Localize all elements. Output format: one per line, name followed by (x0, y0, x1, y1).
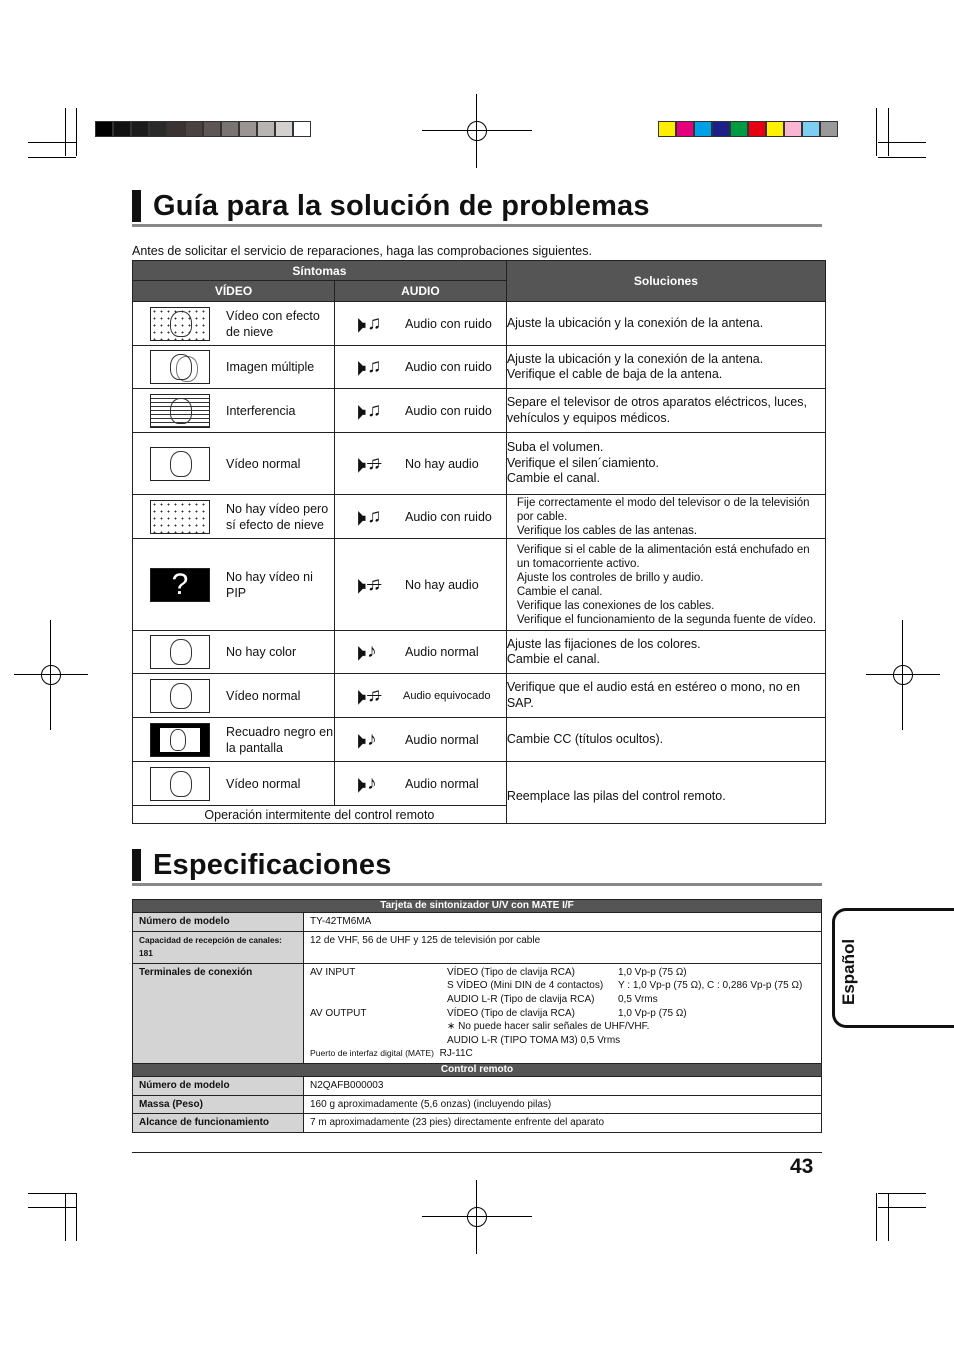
channels-label: Capacidad de recepción de canales: 181 (133, 931, 304, 963)
color-swatch (131, 121, 149, 137)
title-rule (132, 883, 822, 886)
in-audio: AUDIO L-R (Tipo de clavija RCA) (447, 993, 595, 1005)
color-swatch (113, 121, 131, 137)
specifications-title (132, 849, 392, 881)
tv-screen-icon (150, 500, 210, 534)
range-label: Alcance de funcionamiento (133, 1114, 304, 1133)
crop-mark (878, 1207, 926, 1208)
solution-cell: Verifique si el cable de la alimentación está enchufado en un tomacorriente activo. Ajuste los controles de brillo y audio. Cambie el canal. Verifique las conexiones de los cables. Verifique el funcionamiento de la segunda fuente de vídeo. (506, 539, 825, 631)
table-row (133, 718, 826, 762)
solution-cell: Reemplace las pilas del control remoto. (506, 762, 825, 824)
remote-symptom-text: Operación intermitente del control remoto (133, 806, 507, 824)
color-swatch (712, 121, 730, 137)
language-tab (832, 908, 954, 1028)
speaker-muted-icon: 🕨 ♫ (350, 570, 382, 599)
out-video: VÍDEO (Tipo de clavija RCA) (447, 1007, 575, 1019)
table-row (133, 539, 826, 631)
crop-mark (76, 1193, 77, 1241)
solutions-header: Soluciones (506, 261, 825, 302)
audio-symptom-cell (334, 762, 506, 806)
audio-header: AUDIO (334, 281, 506, 302)
audio-symptom-cell (334, 539, 506, 631)
troubleshooting-table (132, 260, 826, 824)
audio-symptom-cell (334, 495, 506, 539)
color-swatch (784, 121, 802, 137)
video-symptom-text: Imagen múltiple (226, 360, 315, 374)
crop-mark (28, 142, 76, 143)
page-number: 43 (790, 1155, 814, 1178)
video-header: VÍDEO (133, 281, 335, 302)
audio-symptom-text: Audio equivocado (402, 689, 491, 702)
speaker-normal-icon: 🕨 ♪ (350, 638, 377, 666)
audio-symptom-text: Audio con ruido (404, 403, 492, 418)
crop-mark (878, 157, 926, 158)
video-symptom-text: Recuadro negro en la pantalla (226, 724, 334, 755)
color-swatch (802, 121, 820, 137)
solution-cell: Suba el volumen. Verifique el silen´ciamiento. Cambie el canal. (506, 433, 825, 495)
color-swatch (149, 121, 167, 137)
crop-mark (28, 157, 76, 158)
in-audio-value: 0,5 Vrms (618, 993, 658, 1005)
speaker-muted-icon: 🕨 ♫ (350, 449, 382, 478)
video-symptom-cell (133, 302, 335, 346)
audio-symptom-cell (334, 433, 506, 495)
tuner-header: Tarjeta de sintonizador U/V con MATE I/F (133, 900, 822, 913)
solution-cell: Ajuste la ubicación y la conexión de la antena. (506, 302, 825, 346)
color-swatch (694, 121, 712, 137)
color-swatch (221, 121, 239, 137)
mass-value: 160 g aproximadamente (5,6 onzas) (incluyendo pilas) (304, 1095, 822, 1114)
crop-mark (28, 1193, 76, 1194)
table-row (133, 389, 826, 433)
remote-model-label: Número de modelo (133, 1076, 304, 1095)
crop-mark (876, 1193, 877, 1241)
video-symptom-text: No hay color (226, 645, 297, 659)
speaker-normal-icon: 🕨 ♪ (350, 725, 377, 754)
color-swatch (275, 121, 293, 137)
table-row (133, 302, 826, 346)
crop-mark (65, 108, 66, 156)
audio-symptom-text: Audio normal (404, 645, 479, 659)
range-value: 7 m aproximadamente (23 pies) directamente enfrente del aparato (304, 1114, 822, 1133)
in-video: VÍDEO (Tipo de clavija RCA) (447, 966, 575, 978)
tv-screen-icon (150, 394, 210, 428)
video-symptom-cell (133, 718, 335, 762)
title-bar-marker (132, 849, 141, 881)
color-swatch (730, 121, 748, 137)
title-bar-marker (132, 190, 141, 222)
color-swatch (167, 121, 185, 137)
video-symptom-text: No hay vídeo ni PIP (226, 569, 313, 600)
solution-cell: Ajuste la ubicación y la conexión de la antena. Verifique el cable de baja de la antena. (506, 346, 825, 389)
in-svideo-value: Y : 1,0 Vp-p (75 Ω), C : 0,286 Vp-p (75 Ω) (618, 980, 803, 992)
speaker-noise-icon: 🕨 ♫ (350, 502, 382, 531)
out-video-value: 1,0 Vp-p (75 Ω) (618, 1007, 687, 1019)
digital-port-value: RJ-11C (439, 1048, 473, 1060)
model-value: TY-42TM6MA (304, 913, 822, 932)
audio-symptom-cell (334, 674, 506, 718)
video-symptom-cell (133, 539, 335, 631)
tv-screen-icon (150, 350, 210, 384)
terminals-label: Terminales de conexión (133, 963, 304, 1063)
audio-symptom-cell (334, 718, 506, 762)
mass-label: Massa (Peso) (133, 1095, 304, 1114)
audio-symptom-text: Audio normal (404, 776, 479, 791)
audio-symptom-text: Audio normal (404, 732, 479, 747)
out-note: ∗ No puede hacer salir señales de UHF/VHF. (447, 1021, 650, 1033)
av-output-label: AV OUTPUT (310, 1007, 367, 1019)
av-input-label: AV INPUT (310, 966, 356, 978)
solution-cell: Fije correctamente el modo del televisor o de la televisión por cable. Verifique los cables de las antenas. (506, 495, 825, 539)
out-audio: AUDIO L-R (TIPO TOMA M3) 0,5 Vrms (447, 1034, 621, 1046)
video-symptom-cell (133, 433, 335, 495)
tv-screen-icon (150, 307, 210, 341)
video-symptom-cell (133, 389, 335, 433)
crop-mark (878, 142, 926, 143)
video-symptom-cell (133, 346, 335, 389)
tv-screen-icon: ? (150, 568, 210, 602)
registration-crosshair-right (886, 658, 920, 692)
crop-mark (28, 1207, 76, 1208)
crop-mark (65, 1193, 66, 1241)
language-tab-label: Español (839, 938, 858, 1005)
video-symptom-cell (133, 762, 335, 806)
crop-mark (876, 108, 877, 156)
video-symptom-cell (133, 495, 335, 539)
video-symptom-cell (133, 674, 335, 718)
troubleshooting-title-text: Guía para la solución de problemas (153, 190, 650, 222)
video-symptom-text: Vídeo normal (226, 688, 301, 703)
speaker-noise-icon: 🕨 ♫ (350, 396, 382, 425)
terminals-value (304, 963, 822, 1063)
in-video-value: 1,0 Vp-p (75 Ω) (618, 966, 687, 978)
color-swatch (748, 121, 766, 137)
color-swatch (766, 121, 784, 137)
video-symptom-text: No hay vídeo pero sí efecto de nieve (226, 501, 329, 532)
color-swatch (239, 121, 257, 137)
specifications-table (132, 899, 822, 1133)
audio-symptom-text: Audio con ruido (404, 360, 492, 374)
solution-cell: Separe el televisor de otros aparatos eléctricos, luces, vehículos y equipos médicos. (506, 389, 825, 433)
troubleshooting-title (132, 190, 650, 222)
speaker-normal-icon: 🕨 ♪ (350, 769, 377, 798)
color-swatch (658, 121, 676, 137)
grayscale-swatch-bar (95, 121, 311, 137)
tv-screen-icon (150, 767, 210, 801)
remote-header: Control remoto (133, 1063, 822, 1076)
tv-screen-icon (150, 635, 210, 669)
color-swatch (185, 121, 203, 137)
tv-screen-icon (150, 447, 210, 481)
video-symptom-text: Vídeo normal (226, 456, 301, 471)
color-swatch (676, 121, 694, 137)
registration-crosshair-bottom (460, 1200, 494, 1234)
speaker-muted-icon: 🕨 ♫ (350, 681, 382, 710)
solution-cell: Cambie CC (títulos ocultos). (506, 718, 825, 762)
crop-mark (888, 108, 889, 156)
channels-value: 12 de VHF, 56 de UHF y 125 de televisión por cable (304, 931, 822, 963)
audio-symptom-cell (334, 346, 506, 389)
color-swatch-bar (658, 121, 838, 137)
audio-symptom-cell (334, 389, 506, 433)
specifications-title-text: Especificaciones (153, 849, 392, 881)
video-symptom-text: Interferencia (226, 403, 296, 418)
symptoms-header: Síntomas (133, 261, 507, 281)
crop-mark (888, 1193, 889, 1241)
video-symptom-text: Vídeo con efecto de nieve (226, 308, 320, 339)
audio-symptom-cell (334, 631, 506, 674)
registration-crosshair-top (460, 114, 494, 148)
remote-model-value: N2QAFB000003 (304, 1076, 822, 1095)
tv-screen-icon (150, 723, 210, 757)
color-swatch (203, 121, 221, 137)
audio-symptom-cell (334, 302, 506, 346)
digital-port-label: Puerto de interfaz digital (MATE) (310, 1048, 435, 1059)
tv-screen-icon (150, 679, 210, 713)
video-symptom-cell (133, 631, 335, 674)
audio-symptom-text: No hay audio (404, 577, 479, 592)
color-swatch (820, 121, 838, 137)
registration-crosshair-left (34, 658, 68, 692)
solution-cell: Verifique que el audio está en estéreo o mono, no en SAP. (506, 674, 825, 718)
table-row (133, 631, 826, 674)
footer-rule (132, 1152, 822, 1153)
table-row (133, 346, 826, 389)
audio-symptom-text: Audio con ruido (404, 316, 492, 331)
solution-cell: Ajuste las fijaciones de los colores. Cambie el canal. (506, 631, 825, 674)
title-rule (132, 224, 822, 227)
video-symptom-text: Vídeo normal (226, 776, 301, 791)
crop-mark (76, 108, 77, 156)
table-row (133, 762, 826, 806)
color-swatch (293, 121, 311, 137)
color-swatch (257, 121, 275, 137)
crop-mark (878, 1193, 926, 1194)
color-swatch (95, 121, 113, 137)
speaker-noise-icon: 🕨 ♫ (350, 309, 382, 338)
troubleshooting-intro: Antes de solicitar el servicio de reparaciones, haga las comprobaciones siguientes. (132, 244, 592, 258)
table-row (133, 433, 826, 495)
audio-symptom-text: No hay audio (404, 456, 479, 471)
speaker-noise-icon: 🕨 ♫ (350, 353, 382, 381)
audio-symptom-text: Audio con ruido (404, 509, 492, 524)
table-row (133, 674, 826, 718)
model-label: Número de modelo (133, 913, 304, 932)
in-svideo: S VÍDEO (Mini DIN de 4 contactos) (447, 980, 604, 992)
table-row (133, 495, 826, 539)
